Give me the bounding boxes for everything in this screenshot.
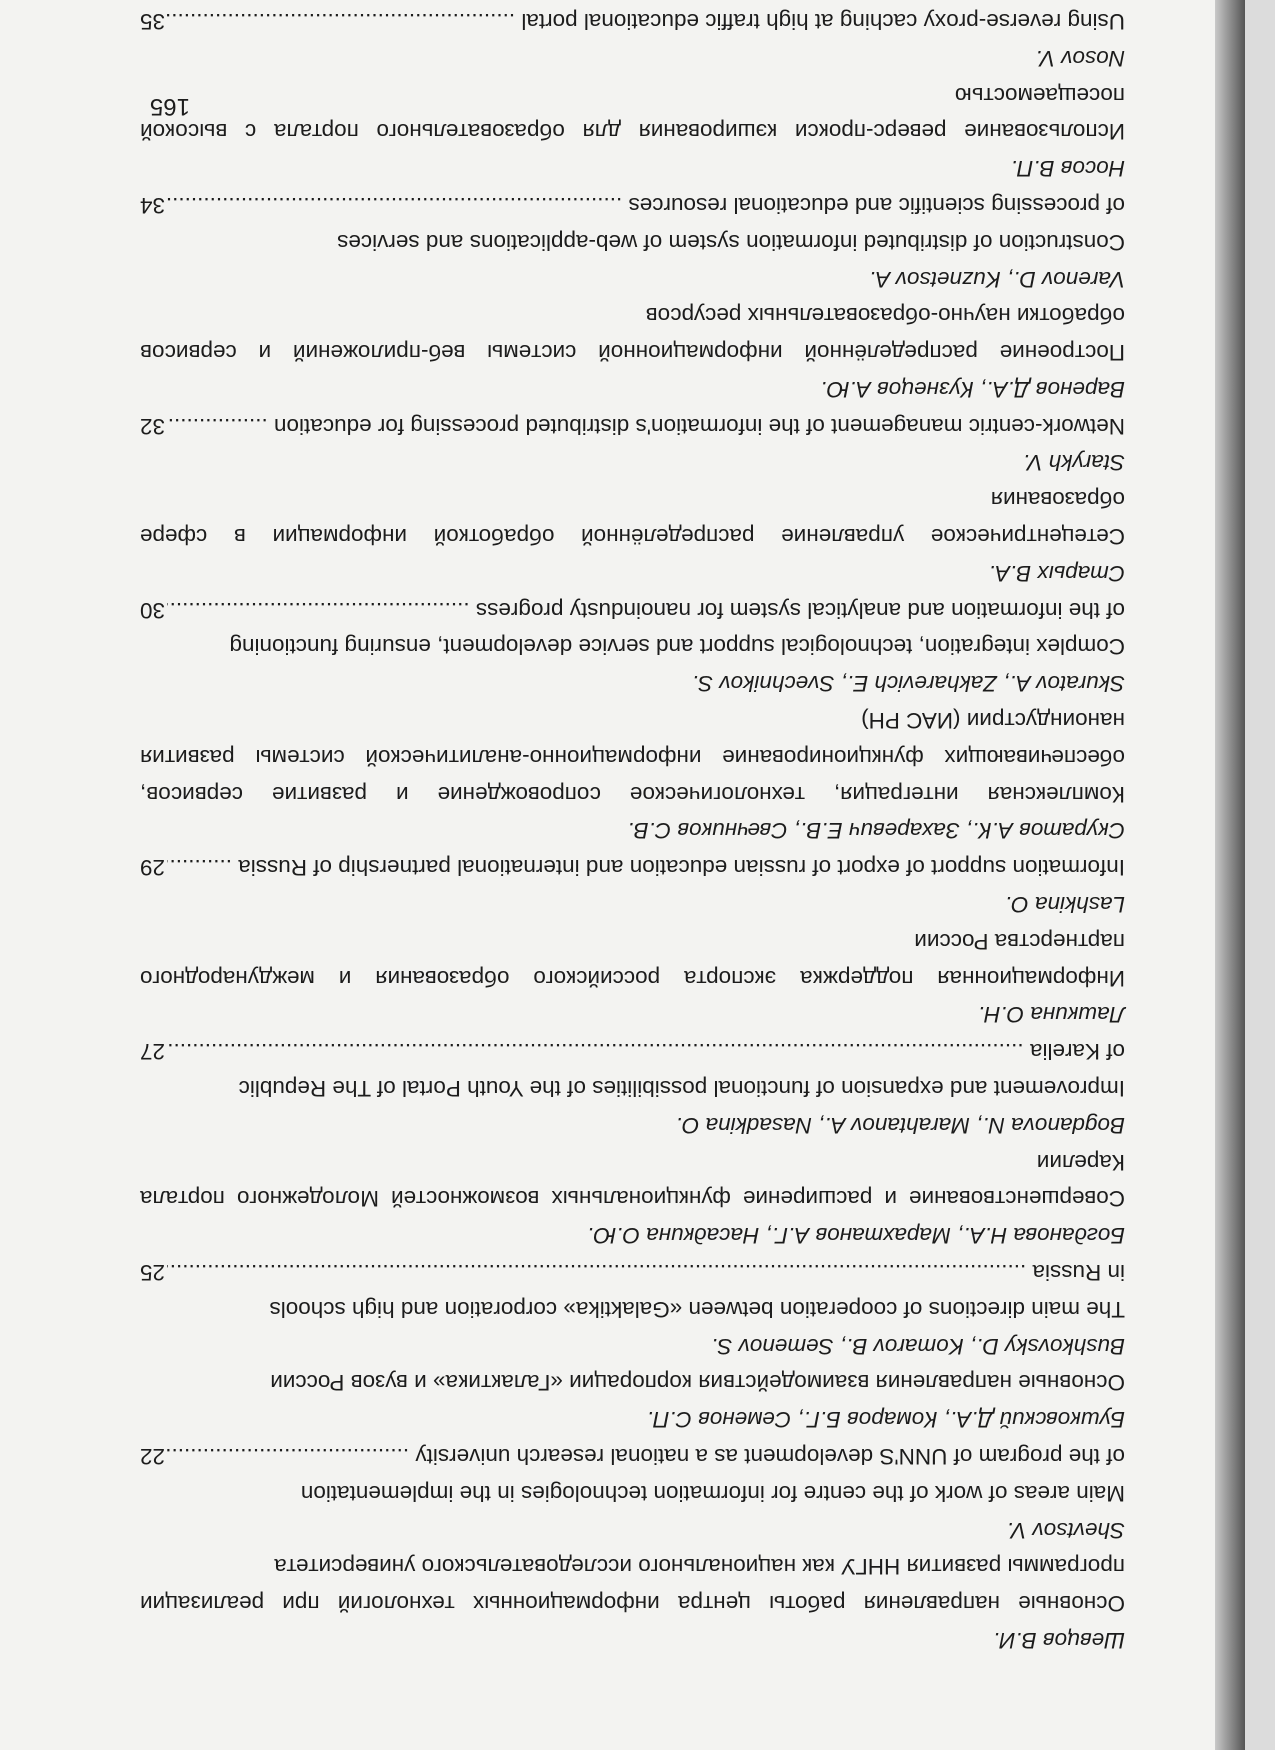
en-authors: Bogdanova N., Marahtanov A., Nasadkina O. bbox=[675, 1112, 1125, 1138]
ru-title: Основные направления работы центра информационных технологий при реализации программы развития ННГУ как национального исследовательского университета bbox=[140, 1554, 1125, 1617]
ru-authors: Скуратов А.К., Захаревич Е.В., Свечников С.В. bbox=[627, 818, 1125, 844]
page-number: 165 bbox=[149, 93, 190, 120]
ru-title: Построение распределённой информационной системы веб-приложений и сервисов обработки научно-образовательных ресурсов bbox=[140, 303, 1125, 366]
en-title-last-line bbox=[140, 1032, 1125, 1069]
en-title-text: of Karelia ..... bbox=[167, 1032, 1125, 1069]
toc-entry bbox=[140, 848, 1125, 1032]
en-authors: Nosov V. bbox=[1035, 45, 1125, 71]
en-authors: Shevtsov V. bbox=[1006, 1517, 1125, 1543]
scanner-edge bbox=[1215, 0, 1245, 1750]
ru-title: Основные направления взаимодействия корпорации «Галактика» и вузов России bbox=[270, 1370, 1125, 1396]
en-title-last-line bbox=[140, 1253, 1125, 1290]
en-title-text: of the information and analytical system for nanoindusty progress ..... bbox=[167, 591, 1125, 628]
table-of-contents bbox=[140, 0, 1125, 1658]
page-ref: 27 bbox=[140, 1039, 166, 1065]
en-title-text: in Russia ..... bbox=[167, 1253, 1125, 1290]
toc-entry bbox=[140, 186, 1125, 407]
page-ref: 34 bbox=[140, 192, 166, 218]
ru-authors: Шевцов В.И. bbox=[993, 1628, 1125, 1653]
en-title-line: Construction of distributed information system of web-applications and services bbox=[337, 229, 1125, 255]
ru-authors: Лашкина О.Н. bbox=[977, 1002, 1125, 1028]
en-title-line: Main areas of work of the centre for information technologies in the implementation bbox=[300, 1480, 1125, 1506]
page-ref: 30 bbox=[140, 597, 166, 623]
toc-entry bbox=[140, 1437, 1125, 1658]
en-title-last-line bbox=[140, 407, 1125, 444]
ru-authors: Варенов Д.А., Кузнецов А.Ю. bbox=[820, 376, 1125, 402]
ru-title: Информационная поддержка экспорта российского образования и международного партнерства России bbox=[140, 928, 1125, 991]
en-title-last-line bbox=[140, 848, 1125, 885]
en-title-text: Information support of export of russian education and international partnership of Russia ..... bbox=[167, 848, 1125, 885]
en-authors: Starykh V. bbox=[1022, 450, 1125, 476]
ru-title: Совершенствование и расширение функциональных возможностей Молодежного портала Карелии bbox=[140, 1149, 1125, 1212]
ru-title: Сетецентрическое управление распределённой обработкой информации в сфере образования bbox=[140, 487, 1125, 550]
toc-entry bbox=[140, 407, 1125, 591]
toc-entry bbox=[140, 591, 1125, 849]
en-authors: Bushkovsky D., Komarov B., Semenov S. bbox=[711, 1333, 1125, 1359]
ru-authors: Богданова Н.А., Марахтанов А.Г., Насадкина О.Ю. bbox=[586, 1223, 1125, 1249]
page-ref: 32 bbox=[140, 413, 166, 439]
page-ref: 29 bbox=[140, 855, 166, 881]
en-title-text: of the program of UNN'S development as a national research university ..... bbox=[167, 1437, 1125, 1474]
page-ref: 35 bbox=[140, 8, 166, 34]
en-authors: Lashkina O. bbox=[1004, 892, 1125, 918]
en-title-line: Complex integration, technological support and service development, ensuring functioning bbox=[229, 634, 1125, 660]
en-title-text: of processing scientific and educational resources ..... bbox=[167, 186, 1125, 223]
toc-entry bbox=[140, 1253, 1125, 1437]
en-authors: Skuratov A., Zakharevich E., Svechnikov S. bbox=[691, 671, 1125, 697]
ru-authors: Старых В.А. bbox=[988, 560, 1125, 586]
en-title-text: Using reverse-proxy caching at high traffic educational portal ..... bbox=[167, 2, 1125, 39]
en-title-last-line bbox=[140, 2, 1125, 39]
en-title-text: Network-centric management of the information's distributed processing for education ..... bbox=[167, 407, 1125, 444]
toc-entry bbox=[140, 2, 1125, 186]
page-ref: 22 bbox=[140, 1444, 166, 1470]
toc-entry bbox=[140, 1032, 1125, 1253]
ru-title: Комплексная интеграция, технологическое сопровождение и развитие сервисов, обеспечивающих функционирование информационно-аналитической системы развития наноиндустрии (ИАС РН) bbox=[140, 708, 1125, 807]
en-title-last-line bbox=[140, 591, 1125, 628]
ru-authors: Бушковский Д.А., Комаров Б.Г., Семенов С.П. bbox=[646, 1407, 1125, 1433]
ru-title: Использование реверс-прокси кэширования для образовательного портала с высокой посещаемостью bbox=[140, 82, 1125, 145]
en-title-last-line bbox=[140, 186, 1125, 223]
en-authors: Varenov D., Kuznetsov A. bbox=[869, 266, 1125, 292]
page-ref: 25 bbox=[140, 1260, 166, 1286]
en-title-last-line bbox=[140, 1437, 1125, 1474]
en-title-line: The main directions of cooperation between «Galaktika» corporation and high schools bbox=[269, 1296, 1125, 1322]
en-title-line: Improvement and expansion of functional possibilities of the Youth Portal of The Republic bbox=[238, 1076, 1125, 1102]
ru-authors: Носов В.П. bbox=[1010, 156, 1125, 182]
